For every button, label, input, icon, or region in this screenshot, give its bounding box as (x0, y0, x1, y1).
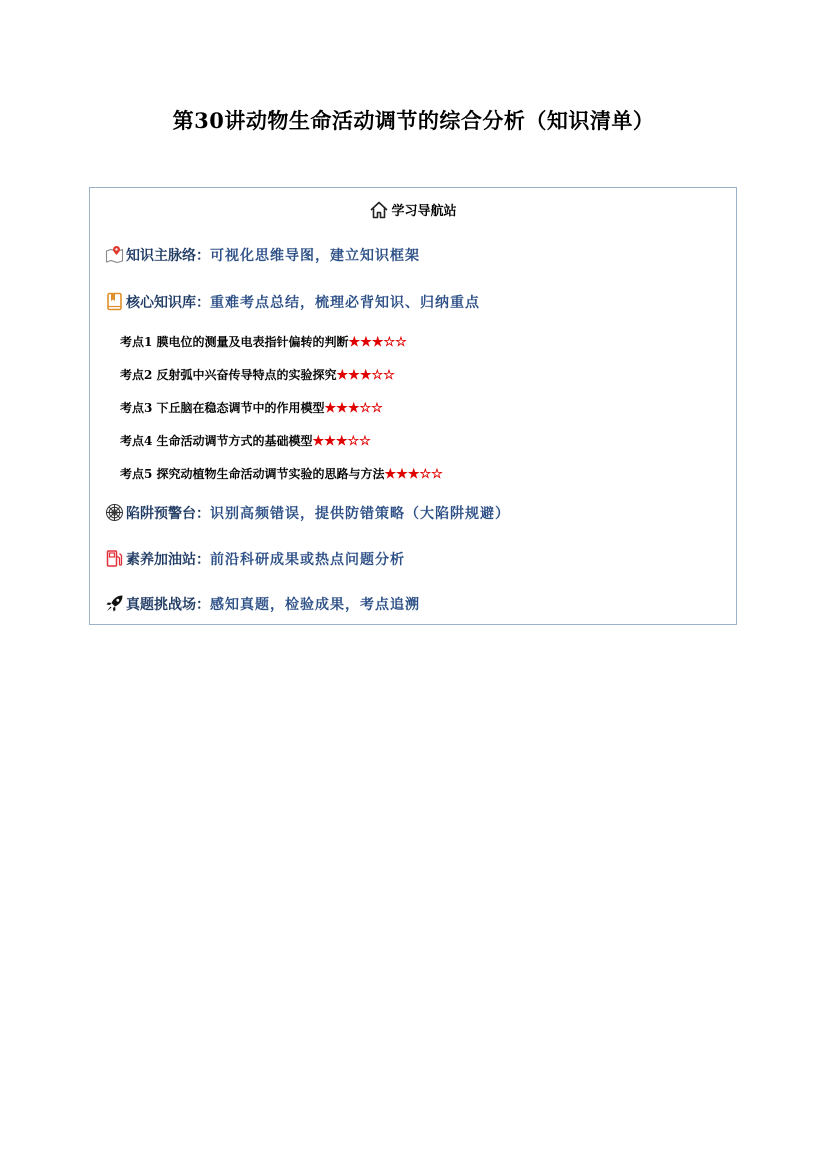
star-rating: ★★★☆☆ (384, 467, 443, 482)
section-label: 素养加油站 (126, 552, 196, 568)
home-icon (369, 200, 389, 220)
section-core-knowledge (105, 292, 480, 314)
key-point-5 (120, 465, 443, 484)
section-colon: ： (196, 295, 210, 311)
section-label: 知识主脉络 (126, 248, 196, 264)
star-rating: ★★★☆☆ (348, 335, 407, 350)
section-colon: ： (196, 552, 210, 568)
nav-header (90, 200, 736, 223)
section-desc: 感知真题，检验成果，考点追溯 (210, 597, 420, 613)
star-rating: ★★★☆☆ (324, 401, 383, 416)
section-colon: ： (196, 597, 210, 613)
section-knowledge-map (105, 245, 420, 267)
key-point-4 (120, 432, 371, 451)
section-label: 陷阱预警台 (126, 506, 196, 522)
learning-navigation-box (89, 187, 737, 625)
section-desc: 前沿科研成果或热点问题分析 (210, 552, 405, 568)
book-icon (105, 292, 124, 311)
nav-header-label: 学习导航站 (391, 204, 457, 219)
star-rating: ★★★☆☆ (336, 368, 395, 383)
section-colon: ： (196, 506, 210, 522)
section-label: 真题挑战场 (126, 597, 196, 613)
key-point-text: 考点5 探究动植物生命活动调节实验的思路与方法 (120, 467, 385, 481)
section-label: 核心知识库 (126, 295, 196, 311)
section-literacy-station (105, 549, 405, 571)
page-title: 第30讲动物生命活动调节的综合分析（知识清单） (172, 108, 655, 133)
section-desc: 可视化思维导图，建立知识框架 (210, 248, 420, 264)
key-point-text: 考点2 反射弧中兴奋传导特点的实验探究 (120, 368, 337, 382)
section-trap-warning (105, 503, 510, 525)
section-desc: 识别高频错误，提供防错策略（大陷阱规避） (210, 506, 510, 522)
fuel-icon (105, 549, 124, 568)
section-colon: ： (196, 248, 210, 264)
key-point-3 (120, 399, 383, 418)
key-point-1 (120, 333, 407, 352)
map-pin-icon (105, 245, 124, 264)
key-point-text: 考点4 生命活动调节方式的基础模型 (120, 434, 313, 448)
section-exam-challenge (105, 594, 420, 616)
key-point-text: 考点1 膜电位的测量及电表指针偏转的判断 (120, 335, 349, 349)
star-rating: ★★★☆☆ (312, 434, 371, 449)
web-icon (105, 503, 124, 522)
key-point-2 (120, 366, 395, 385)
key-point-text: 考点3 下丘脑在稳态调节中的作用模型 (120, 401, 325, 415)
rocket-icon (105, 594, 124, 613)
section-desc: 重难考点总结，梳理必背知识、归纳重点 (210, 295, 480, 311)
